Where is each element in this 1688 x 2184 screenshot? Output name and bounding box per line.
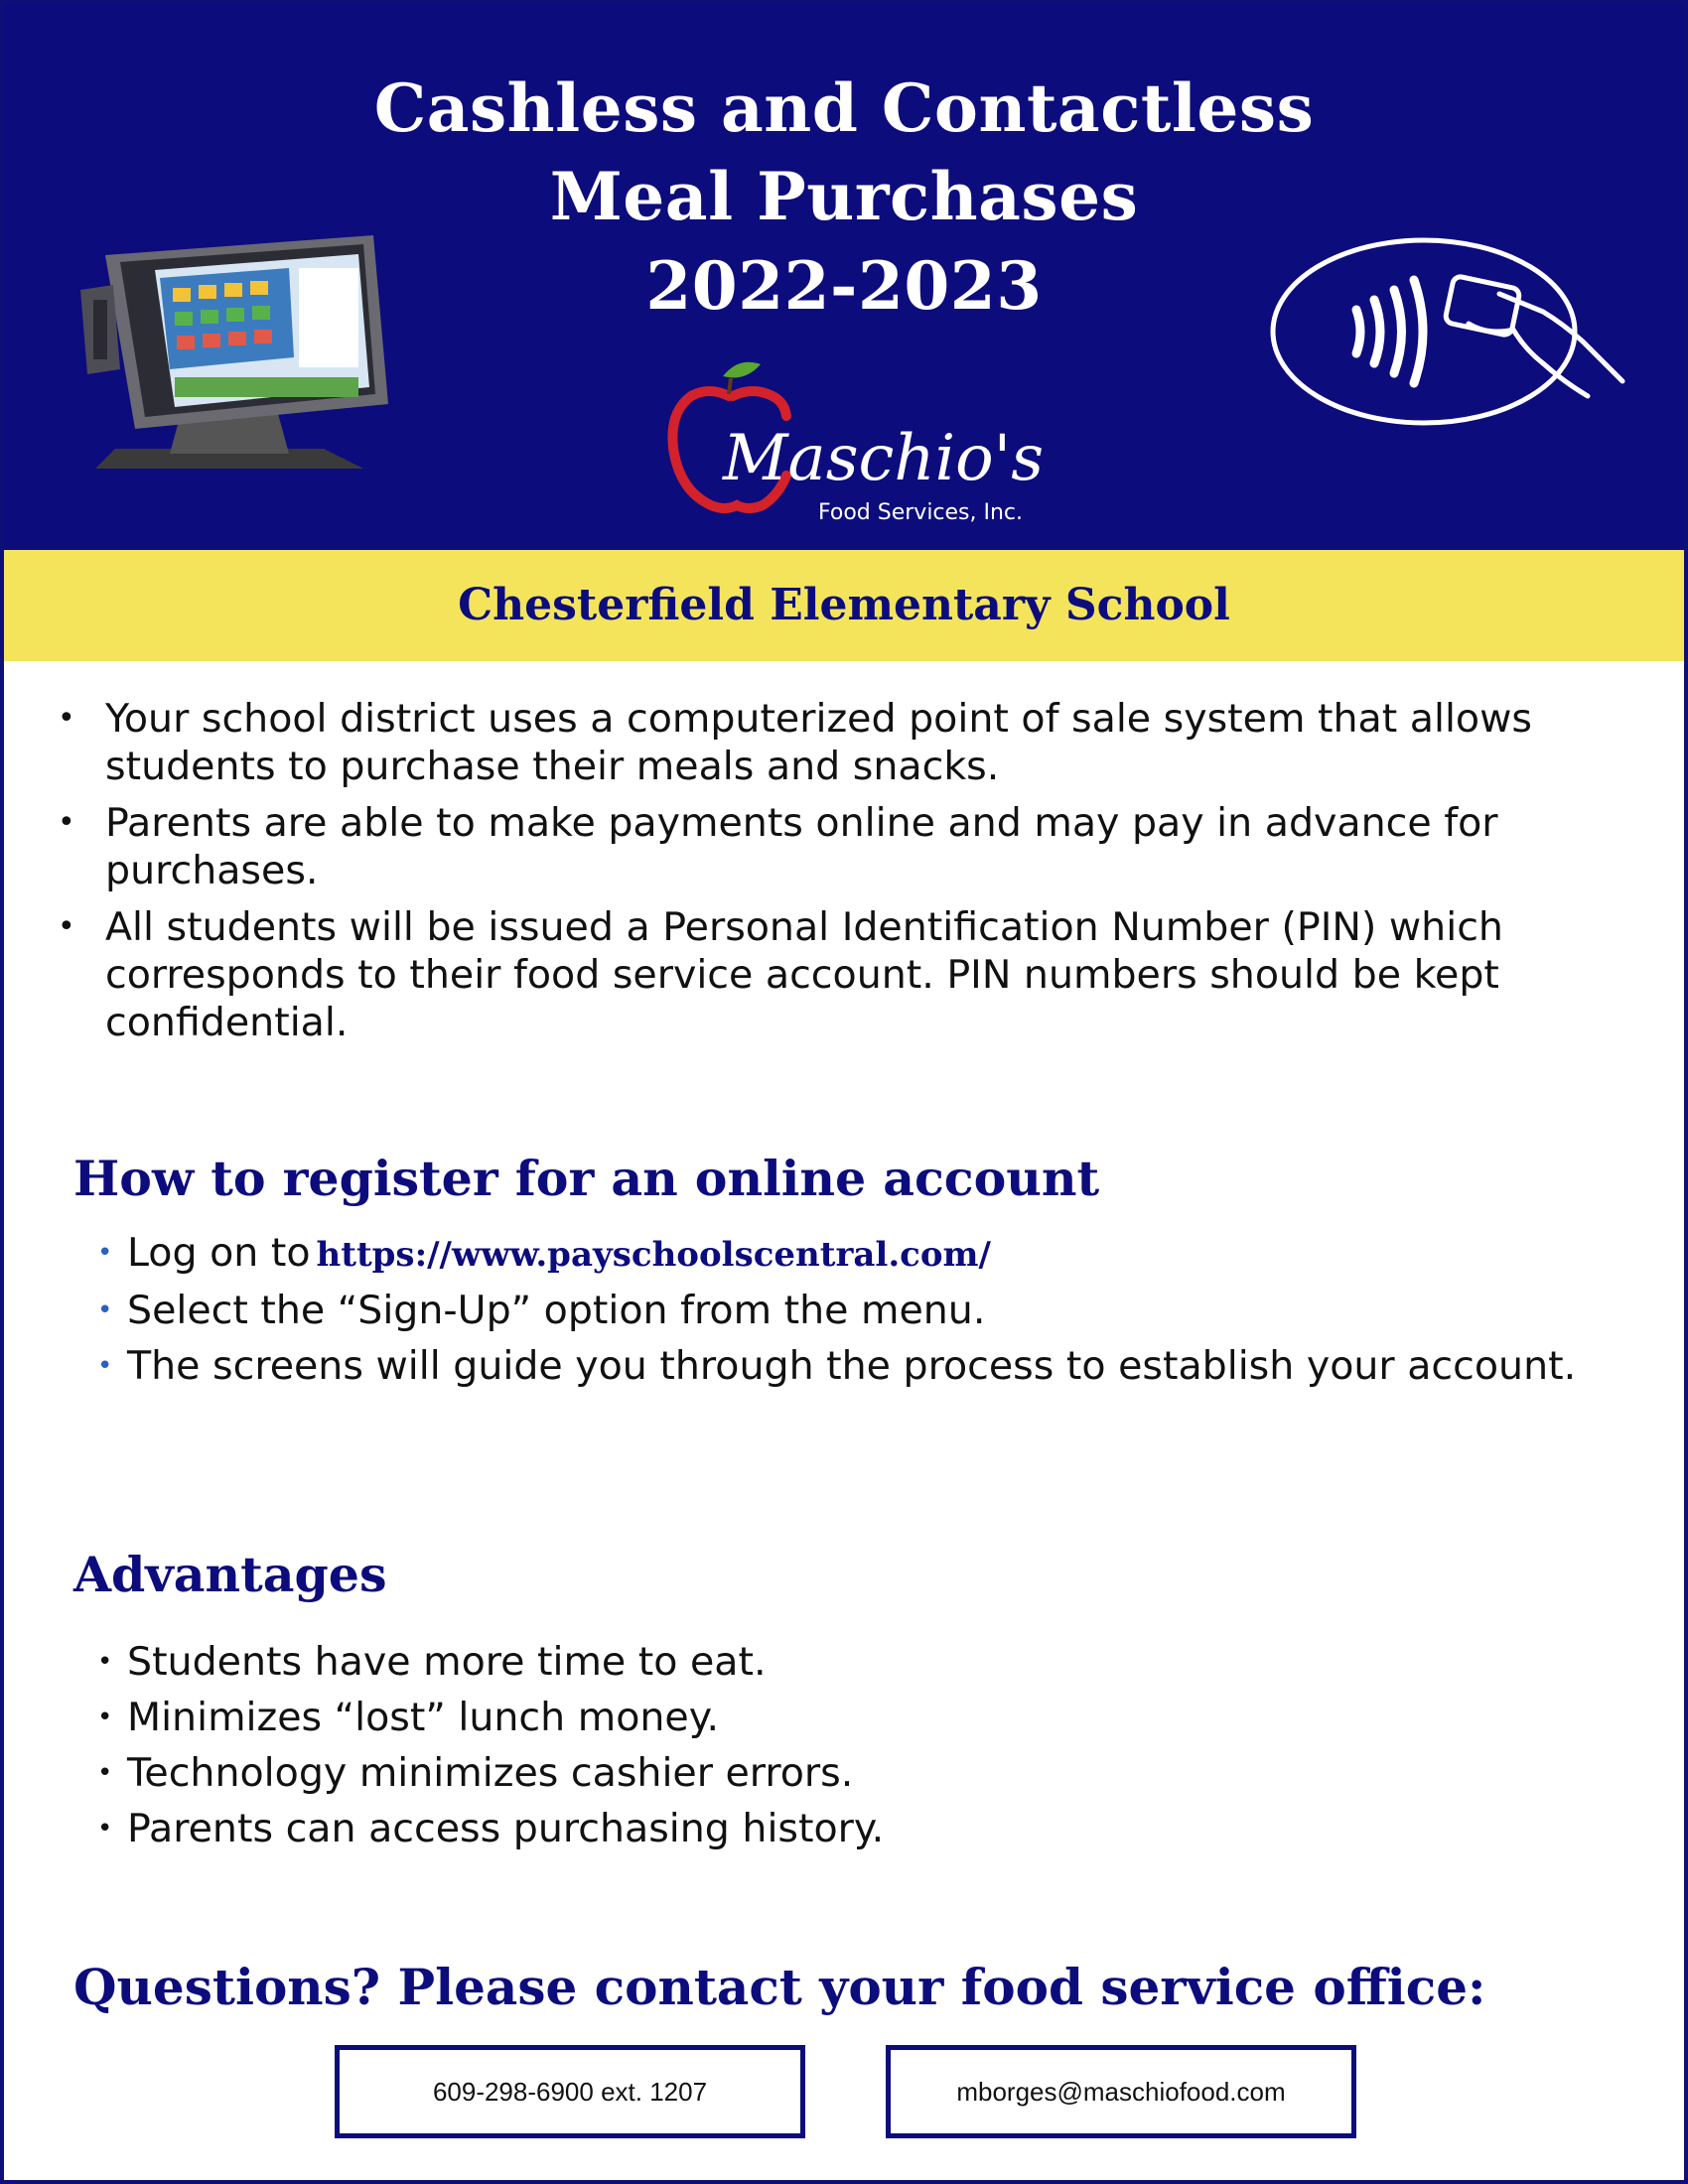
contactless-payment-icon bbox=[1265, 232, 1632, 431]
email-box[interactable] bbox=[886, 2045, 1356, 2138]
list-item: • The screens will guide you through the process to establish your account. bbox=[75, 1342, 1634, 1390]
list-item: • All students will be issued a Personal Identification Number (PIN) which corresponds to their food service account. PIN numbers should be kept confidential. bbox=[52, 903, 1630, 1046]
list-item bbox=[75, 1229, 1634, 1279]
register-steps bbox=[75, 1229, 1634, 1398]
list-item: • Technology minimizes cashier errors. bbox=[75, 1749, 1634, 1797]
list-item: • Students have more time to eat. bbox=[75, 1638, 1634, 1686]
list-item: • Parents can access purchasing history. bbox=[75, 1805, 1634, 1852]
logo-subtitle: Food Services, Inc. bbox=[818, 500, 1024, 525]
school-name: Chesterfield Elementary School bbox=[458, 580, 1230, 630]
header-banner bbox=[4, 4, 1684, 550]
register-heading: How to register for an online account bbox=[73, 1150, 1100, 1207]
list-item: • Your school district uses a computerized point of sale system that allows students to purchase their meals and snacks. bbox=[52, 695, 1630, 790]
pos-terminal-icon bbox=[75, 230, 413, 478]
email-address: mborges@maschiofood.com bbox=[956, 2076, 1286, 2107]
logon-prefix: Log on to bbox=[127, 1230, 311, 1276]
phone-box[interactable] bbox=[335, 2045, 805, 2138]
list-item: • Select the “Sign-Up” option from the menu. bbox=[75, 1287, 1634, 1334]
contact-heading: Questions? Please contact your food service office: bbox=[73, 1958, 1486, 2016]
advantages-heading: Advantages bbox=[73, 1546, 387, 1603]
advantages-list bbox=[75, 1638, 1634, 1860]
title-year: 2022-2023 bbox=[645, 247, 1043, 325]
title-line-1: Cashless and Contactless bbox=[373, 69, 1315, 147]
list-item: • Parents are able to make payments online and may pay in advance for purchases. bbox=[52, 799, 1630, 894]
maschios-logo bbox=[649, 356, 1066, 535]
logo-wordmark: Maschio's bbox=[723, 422, 1045, 495]
school-banner bbox=[4, 550, 1684, 661]
title-line-2: Meal Purchases bbox=[549, 158, 1139, 235]
phone-number: 609-298-6900 ext. 1207 bbox=[432, 2076, 708, 2107]
payschools-link[interactable]: https://www.payschoolscentral.com/ bbox=[316, 1235, 991, 1275]
intro-list bbox=[52, 695, 1630, 1055]
list-item: • Minimizes “lost” lunch money. bbox=[75, 1694, 1634, 1741]
